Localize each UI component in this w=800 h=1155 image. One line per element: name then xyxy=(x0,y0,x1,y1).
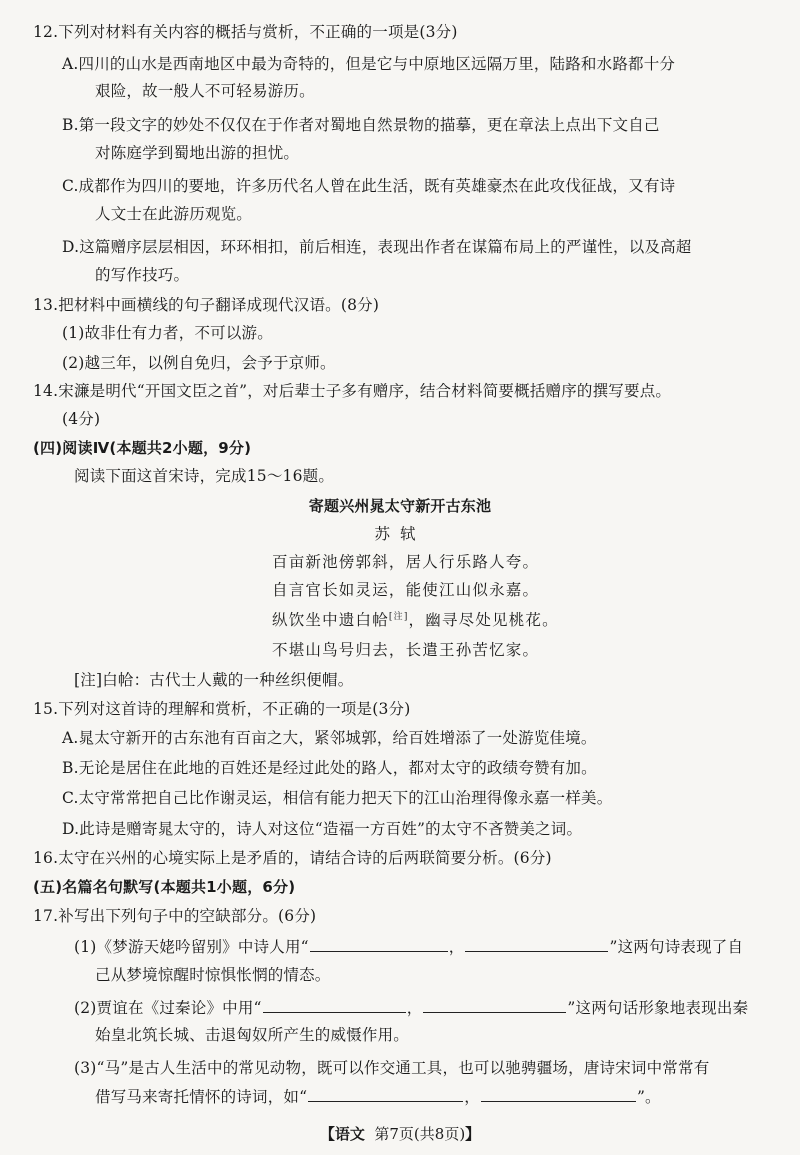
q12-option-c-line1: C.成都作为四川的要地，许多历代名人曾在此生活，既有英雄豪杰在此攻伐征战，又有诗 xyxy=(62,177,676,195)
footer-subject: 【语文 xyxy=(319,1125,365,1143)
q17-part-2-line1 xyxy=(74,998,748,1018)
q12-option-b-line2: 对陈庭学到蜀地出游的担忧。 xyxy=(95,144,300,162)
q17-p2-prefix: (2)贾谊在《过秦论》中用“ xyxy=(74,999,262,1017)
q15-option-c: C.太守常常把自己比作谢灵运，相信有能力把天下的江山治理得像永嘉一样美。 xyxy=(62,789,613,807)
q13-sentence-1: (1)故非仕有力者，不可以游。 xyxy=(62,324,273,342)
q14-stem-line2: (4分) xyxy=(62,410,101,428)
q17-stem: 17.补写出下列句子中的空缺部分。(6分) xyxy=(33,907,317,925)
poem-footnote: [注]白帢：古代士人戴的一种丝织便帽。 xyxy=(74,671,354,689)
q17-part-1-line1 xyxy=(74,937,743,957)
section-4-intro: 阅读下面这首宋诗，完成15～16题。 xyxy=(74,467,335,485)
section-4-heading: (四)阅读Ⅳ(本题共2小题，9分) xyxy=(33,439,252,457)
q12-option-d-line1: D.这篇赠序层层相因，环环相扣，前后相连，表现出作者在谋篇布局上的严谨性，以及高超 xyxy=(62,238,692,256)
q17-p1-separator: ， xyxy=(448,938,465,956)
q17-p3-separator: ， xyxy=(464,1088,480,1106)
q17-part-3-line2 xyxy=(95,1087,661,1107)
page-footer xyxy=(0,1123,800,1144)
poem-line-2: 自言官长如灵运，能使江山似永嘉。 xyxy=(272,581,540,599)
q13-sentence-2: (2)越三年，以例自免归，会予于京师。 xyxy=(62,354,336,372)
q15-option-d: D.此诗是赠寄晁太守的，诗人对这位“造福一方百姓”的太守不吝赞美之词。 xyxy=(62,820,583,838)
q17-p1-suffix: ”这两句诗表现了自 xyxy=(609,938,744,956)
q17-p2-suffix: ”这两句话形象地表现出秦 xyxy=(567,999,749,1017)
q12-option-a-line2: 艰险，故一般人不可轻易游历。 xyxy=(95,82,315,100)
q17-p3-prefix: 借写马来寄托情怀的诗词，如“ xyxy=(95,1088,308,1106)
answer-blank-4[interactable] xyxy=(423,998,566,1013)
q17-p3-suffix: ”。 xyxy=(636,1088,661,1106)
poem-line-1: 百亩新池傍郭斜，居人行乐路人夸。 xyxy=(272,553,540,571)
footer-page-number: 第7页(共8页) xyxy=(374,1125,466,1143)
poem-author: 苏轼 xyxy=(374,525,426,543)
q17-part-2-line2: 始皇北筑长城、击退匈奴所产生的威慑作用。 xyxy=(95,1026,410,1044)
q17-p2-separator: ， xyxy=(406,999,423,1017)
footer-bracket: 】 xyxy=(465,1125,481,1143)
q12-option-c-line2: 人文士在此游历观览。 xyxy=(95,205,253,223)
poem-line-4: 不堪山鸟号归去，长遣王孙苦忆家。 xyxy=(272,641,540,659)
poem-line-3-part-a: 纵饮坐中遗白帢 xyxy=(272,611,389,629)
section-5-heading: (五)名篇名句默写(本题共1小题，6分) xyxy=(33,878,296,896)
q12-option-b-line1: B.第一段文字的妙处不仅仅在于作者对蜀地自然景物的描摹，更在章法上点出下文自己 xyxy=(62,116,660,134)
q12-stem: 12.下列对材料有关内容的概括与赏析，不正确的一项是(3分) xyxy=(33,23,458,41)
q15-option-a: A.晁太守新开的古东池有百亩之大，紧邻城郭，给百姓增添了一处游览佳境。 xyxy=(62,729,597,747)
q13-stem: 13.把材料中画横线的句子翻译成现代汉语。(8分) xyxy=(33,296,380,314)
answer-blank-2[interactable] xyxy=(465,937,608,952)
q16-stem: 16.太守在兴州的心境实际上是矛盾的，请结合诗的后两联简要分析。(6分) xyxy=(33,849,552,867)
q15-stem: 15.下列对这首诗的理解和赏析，不正确的一项是(3分) xyxy=(33,700,411,718)
q17-part-1-line2: 己从梦境惊醒时惊惧怅惘的情态。 xyxy=(95,966,331,984)
footnote-marker: [注] xyxy=(388,611,409,622)
answer-blank-3[interactable] xyxy=(263,998,406,1013)
answer-blank-5[interactable] xyxy=(308,1087,463,1102)
poem-line-3-part-b: ，幽寻尽处见桃花。 xyxy=(408,611,559,629)
answer-blank-6[interactable] xyxy=(481,1087,636,1102)
answer-blank-1[interactable] xyxy=(310,937,448,952)
q17-part-3-line1: (3)“马”是古人生活中的常见动物，既可以作交通工具，也可以驰骋疆场，唐诗宋词中常常有 xyxy=(74,1059,710,1077)
q12-option-a-line1: A.四川的山水是西南地区中最为奇特的，但是它与中原地区远隔万里，陆路和水路都十分 xyxy=(62,55,676,73)
q17-p1-prefix: (1)《梦游天姥吟留别》中诗人用“ xyxy=(74,938,309,956)
poem-line-3 xyxy=(272,610,559,630)
q14-stem-line1: 14.宋濂是明代“开国文臣之首”，对后辈士子多有赠序，结合材料简要概括赠序的撰写要点。 xyxy=(33,382,672,400)
poem-title: 寄题兴州晁太守新开古东池 xyxy=(308,497,492,515)
q15-option-b: B.无论是居住在此地的百姓还是经过此处的路人，都对太守的政绩夸赞有加。 xyxy=(62,759,597,777)
q12-option-d-line2: 的写作技巧。 xyxy=(95,266,190,284)
